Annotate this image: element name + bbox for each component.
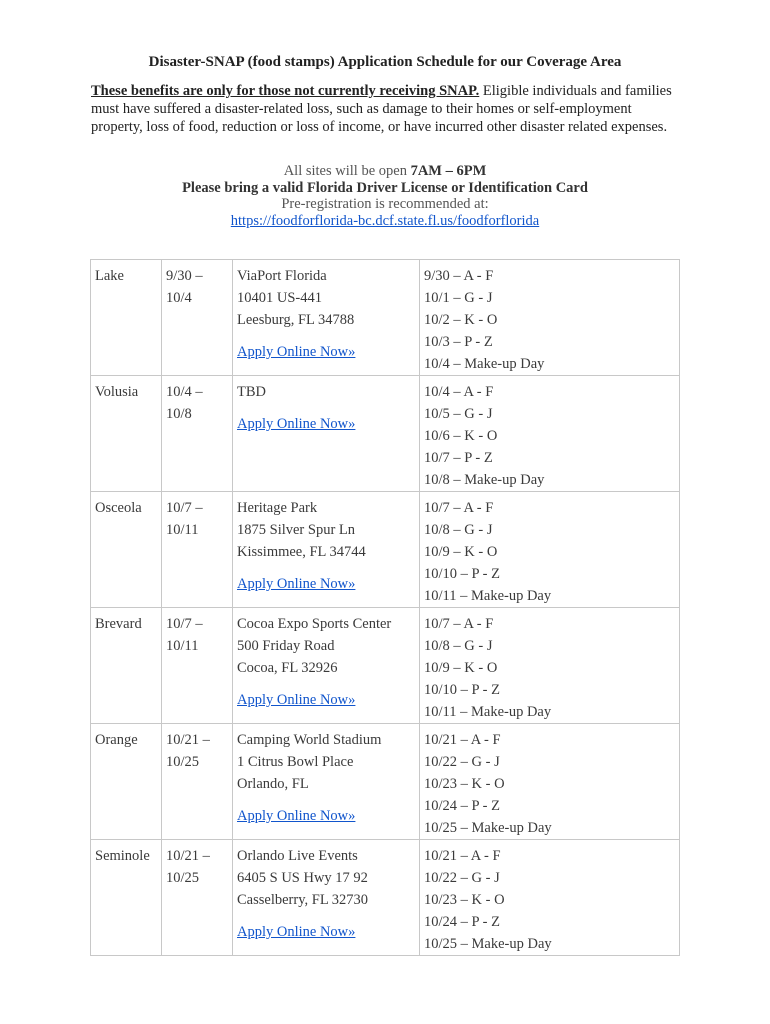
slot-line: 10/22 – G - J <box>424 870 500 886</box>
slot-line: 10/4 – A - F <box>424 384 494 400</box>
slot-line: 10/7 – A - F <box>424 500 494 516</box>
slot-line: 10/23 – K - O <box>424 776 505 792</box>
site-line: Heritage Park <box>237 500 318 516</box>
date-end: 10/4 <box>166 290 192 306</box>
site-info <box>0 163 770 229</box>
intro-paragraph <box>91 82 681 136</box>
apply-online-link[interactable]: Apply Online Now» <box>237 692 356 708</box>
date-end: 10/11 <box>166 638 199 654</box>
date-end: 10/8 <box>166 406 192 422</box>
date-end: 10/25 <box>166 754 200 770</box>
county-cell: Osceola <box>91 492 162 608</box>
slot-line: 10/11 – Make-up Day <box>424 704 552 720</box>
slot-line: 9/30 – A - F <box>424 268 494 284</box>
apply-online-link[interactable]: Apply Online Now» <box>237 576 356 592</box>
slot-line: 10/8 – Make-up Day <box>424 472 545 488</box>
intro-lead: These benefits are only for those not currently receiving SNAP. <box>91 83 480 99</box>
site-cell <box>233 840 420 956</box>
slot-line: 10/5 – G - J <box>424 406 493 422</box>
date-start: 10/4 – <box>166 384 203 400</box>
slot-line: 10/7 – A - F <box>424 616 494 632</box>
slot-line: 10/25 – Make-up Day <box>424 936 552 952</box>
schedule-slots-cell <box>420 492 680 608</box>
county-cell: Brevard <box>91 608 162 724</box>
hours-value: 7AM – 6PM <box>410 163 487 179</box>
site-line: ViaPort Florida <box>237 268 327 284</box>
page-title: Disaster-SNAP (food stamps) Application Schedule for our Coverage Area <box>148 54 622 70</box>
slot-line: 10/9 – K - O <box>424 544 498 560</box>
registration-link[interactable]: https://foodforflorida-bc.dcf.state.fl.us/foodforflorida <box>230 212 540 229</box>
id-note: Please bring a valid Florida Driver License or Identification Card <box>182 179 588 196</box>
slot-line: 10/9 – K - O <box>424 660 498 676</box>
county-cell: Seminole <box>91 840 162 956</box>
dates-cell <box>162 608 233 724</box>
table-row <box>91 608 680 724</box>
site-line: Leesburg, FL 34788 <box>237 312 355 328</box>
table-row <box>91 260 680 376</box>
site-line: Camping World Stadium <box>237 732 382 748</box>
date-end: 10/11 <box>166 522 199 538</box>
schedule-slots-cell <box>420 260 680 376</box>
dates-cell <box>162 260 233 376</box>
schedule-slots-cell <box>420 724 680 840</box>
slot-line: 10/3 – P - Z <box>424 334 493 350</box>
schedule-slots-cell <box>420 376 680 492</box>
slot-line: 10/7 – P - Z <box>424 450 493 466</box>
hours-line <box>0 163 770 180</box>
site-cell <box>233 492 420 608</box>
apply-online-link[interactable]: Apply Online Now» <box>237 344 356 360</box>
apply-online-link[interactable]: Apply Online Now» <box>237 924 356 940</box>
table-row <box>91 376 680 492</box>
schedule-table <box>90 259 680 956</box>
slot-line: 10/22 – G - J <box>424 754 500 770</box>
slot-line: 10/11 – Make-up Day <box>424 588 552 604</box>
site-cell <box>233 608 420 724</box>
apply-online-link[interactable]: Apply Online Now» <box>237 416 356 432</box>
slot-line: 10/21 – A - F <box>424 848 501 864</box>
hours-prefix: All sites will be open <box>283 163 411 179</box>
schedule-slots-cell <box>420 840 680 956</box>
site-line: Orlando, FL <box>237 776 309 792</box>
date-start: 10/21 – <box>166 732 210 748</box>
schedule-slots-cell <box>420 608 680 724</box>
county-cell: Volusia <box>91 376 162 492</box>
site-cell <box>233 260 420 376</box>
apply-online-link[interactable]: Apply Online Now» <box>237 808 356 824</box>
slot-line: 10/10 – P - Z <box>424 566 500 582</box>
site-line: TBD <box>237 384 266 400</box>
date-start: 9/30 – <box>166 268 203 284</box>
table-row <box>91 724 680 840</box>
slot-line: 10/23 – K - O <box>424 892 505 908</box>
site-line: Casselberry, FL 32730 <box>237 892 369 908</box>
dates-cell <box>162 492 233 608</box>
site-line: 500 Friday Road <box>237 638 335 654</box>
dates-cell <box>162 840 233 956</box>
site-line: Cocoa Expo Sports Center <box>237 616 392 632</box>
slot-line: 10/8 – G - J <box>424 638 493 654</box>
site-line: 1875 Silver Spur Ln <box>237 522 356 538</box>
date-start: 10/21 – <box>166 848 210 864</box>
table-row <box>91 840 680 956</box>
dates-cell <box>162 724 233 840</box>
slot-line: 10/21 – A - F <box>424 732 501 748</box>
date-end: 10/25 <box>166 870 200 886</box>
slot-line: 10/8 – G - J <box>424 522 493 538</box>
slot-line: 10/10 – P - Z <box>424 682 500 698</box>
site-line: 10401 US-441 <box>237 290 322 306</box>
site-line: Orlando Live Events <box>237 848 358 864</box>
site-line: 6405 S US Hwy 17 92 <box>237 870 368 886</box>
table-row <box>91 492 680 608</box>
slot-line: 10/24 – P - Z <box>424 798 500 814</box>
dates-cell <box>162 376 233 492</box>
site-line: Kissimmee, FL 34744 <box>237 544 366 560</box>
site-cell <box>233 724 420 840</box>
county-cell: Lake <box>91 260 162 376</box>
slot-line: 10/25 – Make-up Day <box>424 820 552 836</box>
site-line: 1 Citrus Bowl Place <box>237 754 354 770</box>
slot-line: 10/4 – Make-up Day <box>424 356 545 372</box>
slot-line: 10/1 – G - J <box>424 290 493 306</box>
date-start: 10/7 – <box>166 500 203 516</box>
prereg-note: Pre-registration is recommended at: <box>281 196 489 212</box>
slot-line: 10/2 – K - O <box>424 312 498 328</box>
slot-line: 10/6 – K - O <box>424 428 498 444</box>
county-cell: Orange <box>91 724 162 840</box>
slot-line: 10/24 – P - Z <box>424 914 500 930</box>
date-start: 10/7 – <box>166 616 203 632</box>
site-cell <box>233 376 420 492</box>
site-line: Cocoa, FL 32926 <box>237 660 338 676</box>
intro-body: Eligible individuals and families must have suffered a disaster-related loss, such as damage to their homes or self-employment property, loss of food, reduction or loss of income, or have incurred other disaster related expenses. <box>91 83 672 135</box>
